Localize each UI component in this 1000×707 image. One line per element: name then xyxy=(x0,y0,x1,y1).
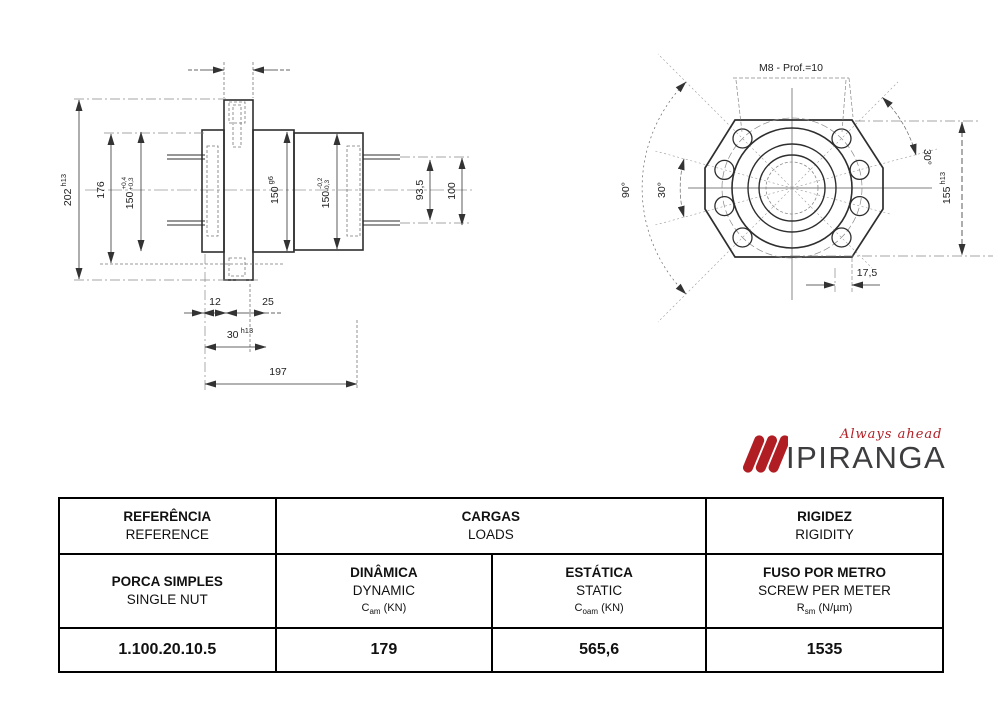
dim-17-5 xyxy=(806,258,880,292)
logo-brand-text: IPIRANGA xyxy=(786,440,947,475)
company-logo xyxy=(736,424,956,486)
subheader-static-cell xyxy=(492,554,706,628)
dim-25-label: 25 xyxy=(262,296,274,308)
spec-table xyxy=(58,497,944,673)
value-static-load: 565,6 xyxy=(492,628,706,672)
svg-text:155 h13: 155 h13 xyxy=(938,171,953,205)
svg-text:100: 100 xyxy=(446,182,458,200)
logo-tagline: Always ahead xyxy=(840,427,943,442)
value-dynamic-load: 179 xyxy=(276,628,493,672)
dim-176 xyxy=(95,134,111,263)
svg-text:197: 197 xyxy=(269,366,287,378)
screw-label-en: SCREW PER METER xyxy=(758,582,891,598)
subheader-dynamic-cell xyxy=(276,554,493,628)
svg-text:17,5: 17,5 xyxy=(856,267,878,279)
table-values-row xyxy=(59,628,943,672)
rigidity-label-pt: RIGIDEZ xyxy=(797,508,852,524)
dim-155 xyxy=(790,121,993,256)
m8-callout-label: M8 - Prof.=10 xyxy=(759,62,823,74)
value-reference: 1.100.20.10.5 xyxy=(59,628,276,672)
ipiranga-logo-icon xyxy=(740,428,788,480)
svg-text:30°: 30° xyxy=(656,182,668,198)
left-hub-bore-hidden xyxy=(207,146,218,236)
reference-label-en: REFERENCE xyxy=(125,527,209,542)
svg-text:90°: 90° xyxy=(620,182,632,198)
reference-label-pt: REFERÊNCIA xyxy=(123,508,212,524)
dim-30deg-right xyxy=(883,98,934,165)
dim-100 xyxy=(446,158,462,225)
nut-label-pt: PORCA SIMPLES xyxy=(111,573,223,589)
loads-label-en: LOADS xyxy=(467,527,514,542)
left-hub xyxy=(202,130,224,252)
dim-30 xyxy=(205,326,266,347)
dynamic-label-en: DYNAMIC xyxy=(352,582,415,598)
dynamic-label-pt: DINÂMICA xyxy=(350,564,418,580)
nut-bore-hidden xyxy=(347,146,360,236)
dim-197 xyxy=(205,366,357,384)
dim-30deg-left xyxy=(656,159,684,217)
svg-text:150 g6: 150 g6 xyxy=(266,176,281,204)
header-rigidity-cell xyxy=(706,498,943,554)
m8-leader xyxy=(733,78,853,132)
value-rigidity: 1535 xyxy=(706,628,943,672)
m8-thread-hidden xyxy=(233,105,241,147)
table-header-row xyxy=(59,498,943,554)
svg-text:93,5: 93,5 xyxy=(414,179,426,201)
static-label-pt: ESTÁTICA xyxy=(565,564,633,580)
header-reference-cell xyxy=(59,498,276,554)
table-subheader-row xyxy=(59,554,943,628)
header-loads-cell xyxy=(276,498,707,554)
loads-label-pt: CARGAS xyxy=(461,508,521,524)
svg-text:30°: 30° xyxy=(921,149,933,165)
screw-label-pt: FUSO POR METRO xyxy=(763,564,887,580)
static-symbol: $C_{oam}$ (KN) xyxy=(574,602,624,617)
dim-150-left xyxy=(121,132,141,251)
nut-label-en: SINGLE NUT xyxy=(126,592,208,607)
subheader-nut-cell xyxy=(59,554,276,628)
dim-90deg xyxy=(620,82,686,294)
svg-text:30 h13: 30 h13 xyxy=(226,326,254,341)
subheader-screw-cell xyxy=(706,554,943,628)
side-view xyxy=(59,62,472,390)
svg-text:202 h13: 202 h13 xyxy=(59,173,74,207)
svg-text:150+0,4+0,3: $150^{+0,4}+0,3$ xyxy=(121,176,136,210)
dynamic-symbol: $C_{am}$ (KN) xyxy=(361,602,407,617)
m8-hole-hidden xyxy=(229,102,245,123)
screw-symbol: $R_{sm}$ (N/µm) xyxy=(796,602,853,617)
svg-text:176: 176 xyxy=(95,181,107,199)
rigidity-label-en: RIGIDITY xyxy=(795,527,854,542)
m8-hole-bottom-hidden xyxy=(229,258,245,276)
dim-202 xyxy=(59,100,79,279)
dim-150-right xyxy=(317,134,337,249)
dim-12-label: 12 xyxy=(209,296,221,308)
svg-text:150-0,2-0,3: $150^{-0,2}-0,3$ xyxy=(317,177,332,209)
front-view xyxy=(620,54,993,322)
static-label-en: STATIC xyxy=(576,582,623,598)
dim-150-g6 xyxy=(266,132,287,251)
dim-93-5 xyxy=(414,160,430,220)
